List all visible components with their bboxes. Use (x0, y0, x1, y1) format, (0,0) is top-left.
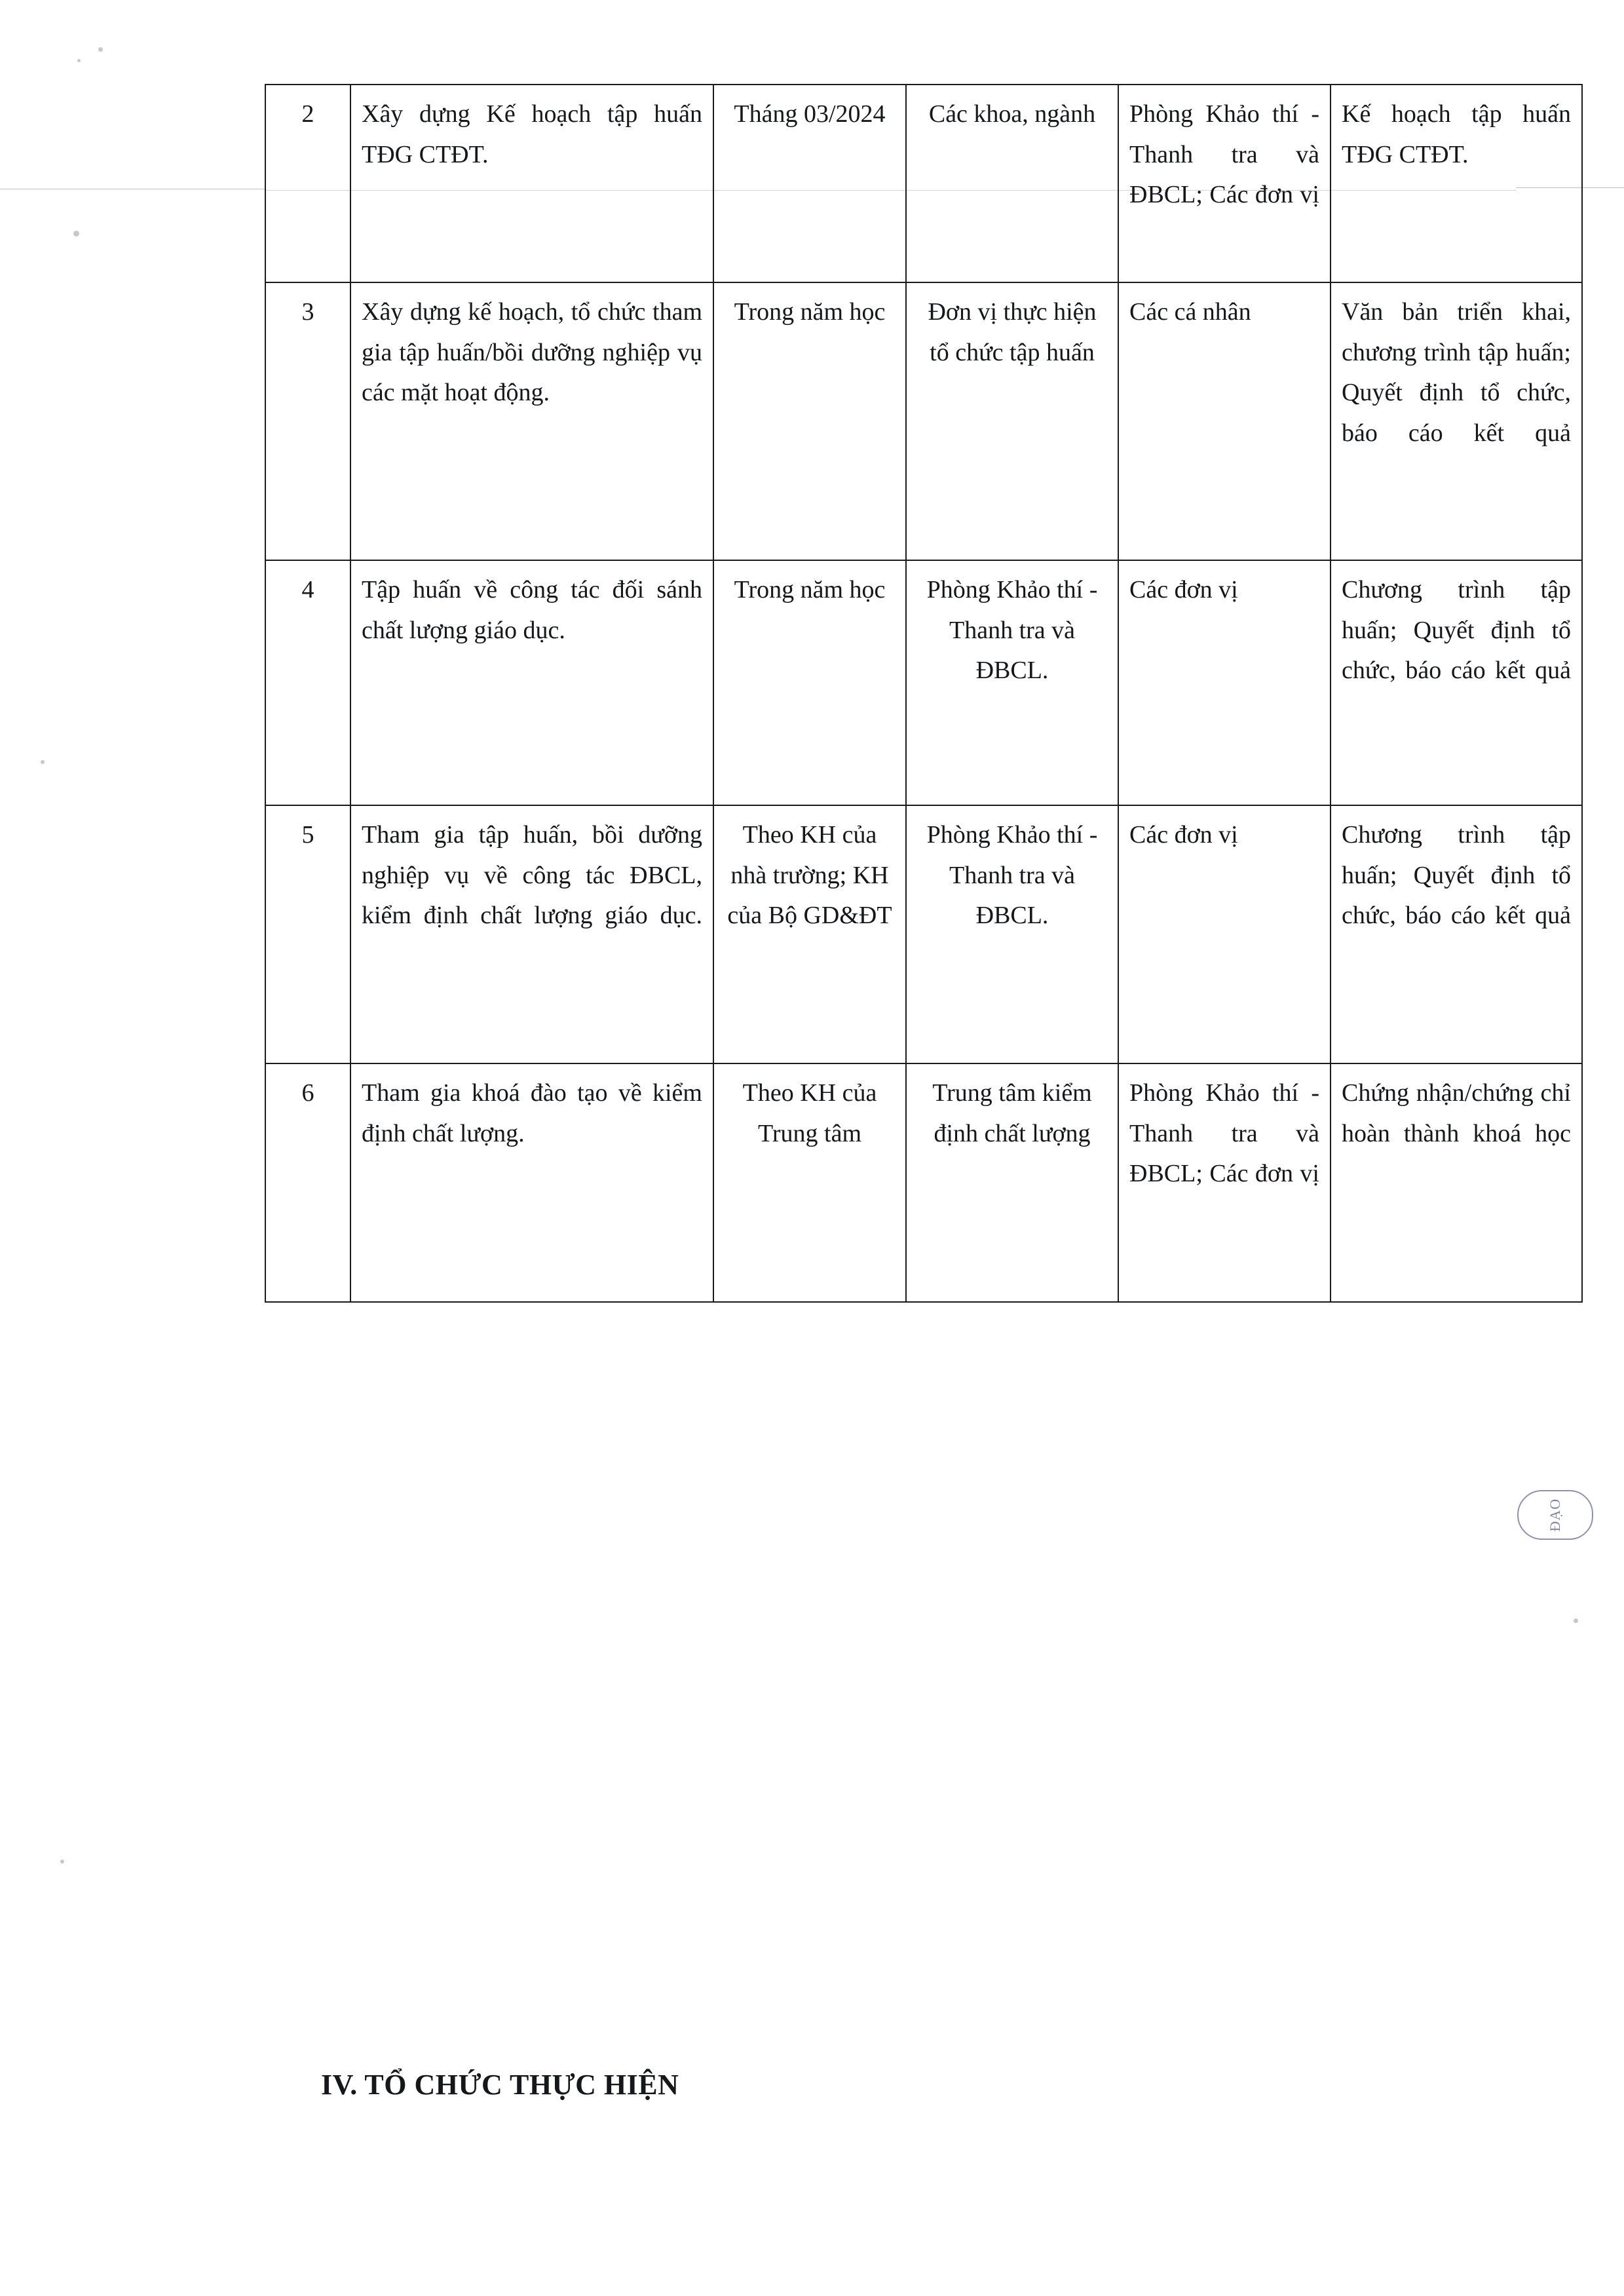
table-row (265, 85, 1582, 282)
scan-speck (60, 1860, 64, 1864)
row-number: 5 (265, 805, 350, 1063)
scan-speck (1574, 1618, 1578, 1623)
row-number: 2 (265, 85, 350, 282)
row-result: Kế hoạch tập huấn TĐG CTĐT. (1331, 85, 1582, 282)
table-row (265, 282, 1582, 560)
row-coordinator: Các đơn vị (1118, 805, 1331, 1063)
section-heading: IV. TỔ CHỨC THỰC HIỆN (321, 2069, 679, 2101)
row-task: Tham gia khoá đào tạo về kiểm định chất lượng. (350, 1063, 713, 1302)
row-unit: Đơn vị thực hiện tổ chức tập huấn (906, 282, 1118, 560)
row-number: 3 (265, 282, 350, 560)
row-unit: Phòng Khảo thí - Thanh tra và ĐBCL. (906, 560, 1118, 805)
stamp-mark: ĐẠO (1517, 1490, 1593, 1540)
scan-speck (98, 47, 103, 52)
table-row (265, 1063, 1582, 1302)
row-time: Trong năm học (713, 282, 906, 560)
scan-speck (73, 231, 79, 237)
row-task: Xây dựng kế hoạch, tổ chức tham gia tập huấn/bồi dưỡng nghiệp vụ các mặt hoạt động. (350, 282, 713, 560)
row-unit: Các khoa, ngành (906, 85, 1118, 282)
row-time: Theo KH của Trung tâm (713, 1063, 906, 1302)
row-time: Theo KH của nhà trường; KH của Bộ GD&ĐT (713, 805, 906, 1063)
scan-speck (41, 760, 45, 764)
row-result: Chứng nhận/chứng chỉ hoàn thành khoá học (1331, 1063, 1582, 1302)
work-plan-table (265, 84, 1583, 1303)
row-time: Tháng 03/2024 (713, 85, 906, 282)
row-result: Chương trình tập huấn; Quyết định tổ chức, báo cáo kết quả (1331, 805, 1582, 1063)
row-unit: Trung tâm kiểm định chất lượng (906, 1063, 1118, 1302)
row-number: 6 (265, 1063, 350, 1302)
row-number: 4 (265, 560, 350, 805)
row-coordinator: Các cá nhân (1118, 282, 1331, 560)
row-time: Trong năm học (713, 560, 906, 805)
row-coordinator: Phòng Khảo thí - Thanh tra và ĐBCL; Các đơn vị (1118, 1063, 1331, 1302)
row-result: Văn bản triển khai, chương trình tập huấn; Quyết định tổ chức, báo cáo kết quả (1331, 282, 1582, 560)
scan-speck (77, 59, 81, 62)
row-task: Tập huấn về công tác đối sánh chất lượng giáo dục. (350, 560, 713, 805)
row-task: Xây dựng Kế hoạch tập huấn TĐG CTĐT. (350, 85, 713, 282)
table-row (265, 560, 1582, 805)
row-coordinator: Phòng Khảo thí - Thanh tra và ĐBCL; Các đơn vị (1118, 85, 1331, 282)
row-task: Tham gia tập huấn, bồi dưỡng nghiệp vụ về công tác ĐBCL, kiểm định chất lượng giáo dục. (350, 805, 713, 1063)
row-result: Chương trình tập huấn; Quyết định tổ chức, báo cáo kết quả (1331, 560, 1582, 805)
row-unit: Phòng Khảo thí - Thanh tra và ĐBCL. (906, 805, 1118, 1063)
row-coordinator: Các đơn vị (1118, 560, 1331, 805)
table-row (265, 805, 1582, 1063)
